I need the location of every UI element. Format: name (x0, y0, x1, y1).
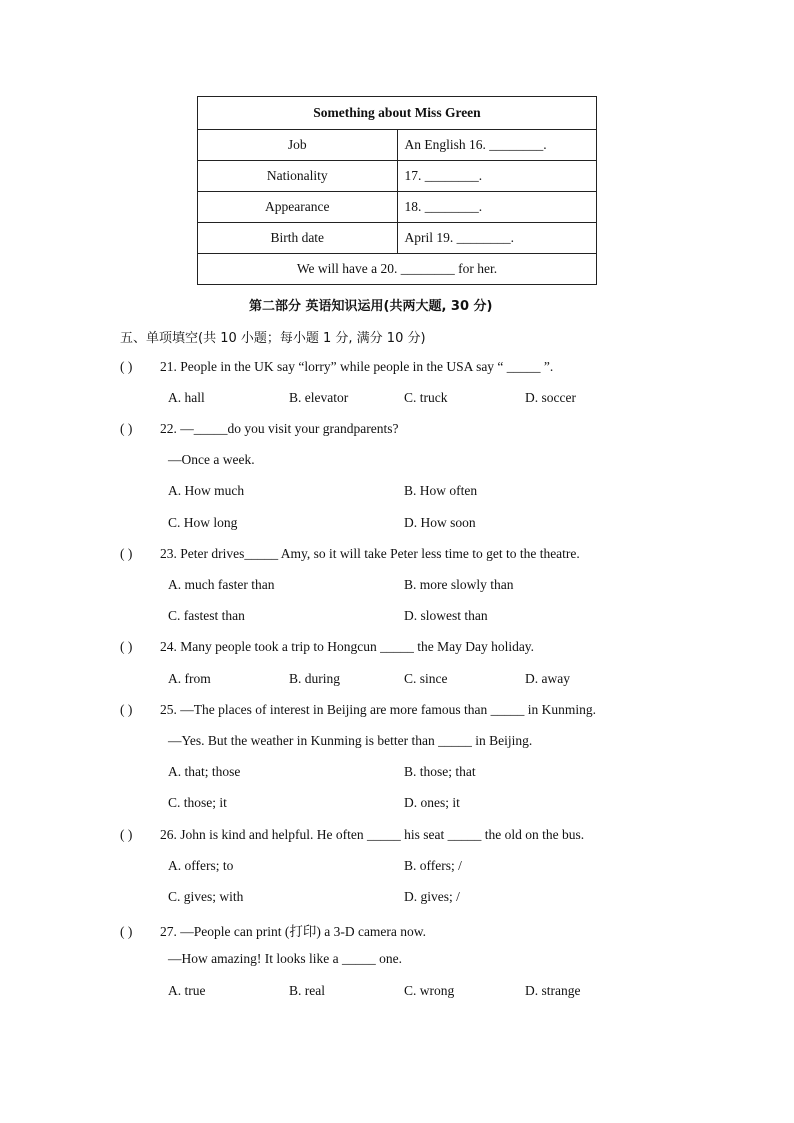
question-stem: 24. Many people took a trip to Hongcun _____ the May Day holiday. (160, 639, 535, 654)
table-title-row (198, 97, 597, 130)
option-b: B. real (289, 983, 325, 998)
option-c: C. gives; with (168, 889, 244, 904)
row-label: Appearance (198, 192, 398, 223)
option-d: D. soccer (525, 390, 576, 405)
option-d: D. strange (525, 983, 581, 998)
part-heading: 第二部分 英语知识运用(共两大题, 30 分) (249, 299, 493, 314)
question-stem: 23. Peter drives_____ Amy, so it will take Peter less time to get to the theatre. (160, 546, 580, 561)
table-row (198, 192, 597, 223)
section-heading: 五、单项填空(共 10 小题；每小题 1 分, 满分 10 分) (120, 331, 426, 346)
answer-bracket[interactable]: ( ) (120, 702, 133, 717)
option-a: A. that; those (168, 764, 241, 779)
option-d: D. away (525, 671, 570, 686)
answer-bracket[interactable]: ( ) (120, 359, 133, 374)
row-label: Nationality (198, 161, 398, 192)
option-a: A. from (168, 671, 211, 686)
option-a: A. How much (168, 483, 245, 498)
question-25 (120, 702, 596, 718)
answer-bracket[interactable]: ( ) (120, 827, 133, 842)
answer-bracket[interactable]: ( ) (120, 924, 133, 939)
row-value: April 19. ________. (397, 223, 597, 254)
table-footer-row (198, 254, 597, 285)
question-21 (120, 359, 553, 375)
option-c: C. since (404, 671, 448, 686)
row-label: Job (198, 130, 398, 161)
table-row (198, 161, 597, 192)
option-a: A. true (168, 983, 206, 998)
option-d: D. gives; / (404, 889, 460, 904)
question-26 (120, 827, 584, 843)
answer-bracket[interactable]: ( ) (120, 421, 133, 436)
question-stem: 22. —_____do you visit your grandparents? (160, 421, 399, 436)
option-a: A. much faster than (168, 577, 275, 592)
info-table (197, 96, 597, 285)
option-d: D. ones; it (404, 795, 460, 810)
question-stem: 26. John is kind and helpful. He often _____ his seat _____ the old on the bus. (160, 827, 585, 842)
option-c: C. truck (404, 390, 448, 405)
option-d: D. slowest than (404, 608, 488, 623)
question-22 (120, 421, 398, 437)
option-c: C. wrong (404, 983, 455, 998)
option-c: C. fastest than (168, 608, 245, 623)
option-b: B. offers; / (404, 858, 462, 873)
option-a: A. hall (168, 390, 205, 405)
option-a: A. offers; to (168, 858, 234, 873)
row-value: An English 16. ________. (397, 130, 597, 161)
answer-line: —Yes. But the weather in Kunming is better than _____ in Beijing. (168, 733, 533, 748)
question-24 (120, 639, 534, 655)
answer-bracket[interactable]: ( ) (120, 639, 133, 654)
row-label: Birth date (198, 223, 398, 254)
option-b: B. How often (404, 483, 478, 498)
option-b: B. more slowly than (404, 577, 514, 592)
answer-line: —Once a week. (168, 452, 255, 467)
answer-bracket[interactable]: ( ) (120, 546, 133, 561)
option-b: B. during (289, 671, 341, 686)
row-value: 17. ________. (397, 161, 597, 192)
option-b: B. elevator (289, 390, 349, 405)
question-23 (120, 546, 580, 562)
question-stem: 21. People in the UK say “lorry” while people in the USA say “ _____ ”. (160, 359, 554, 374)
question-stem: 25. —The places of interest in Beijing are more famous than _____ in Kunming. (160, 702, 597, 717)
option-c: C. those; it (168, 795, 227, 810)
table-row (198, 223, 597, 254)
option-d: D. How soon (404, 515, 476, 530)
table-title: Something about Miss Green (198, 97, 597, 130)
option-c: C. How long (168, 515, 238, 530)
table-row (198, 130, 597, 161)
table-footer: We will have a 20. ________ for her. (198, 254, 597, 285)
answer-line: —How amazing! It looks like a _____ one. (168, 951, 402, 966)
question-stem: 27. —People can print (打印) a 3-D camera now. (160, 924, 427, 939)
row-value: 18. ________. (397, 192, 597, 223)
question-27 (120, 920, 426, 940)
option-b: B. those; that (404, 764, 476, 779)
